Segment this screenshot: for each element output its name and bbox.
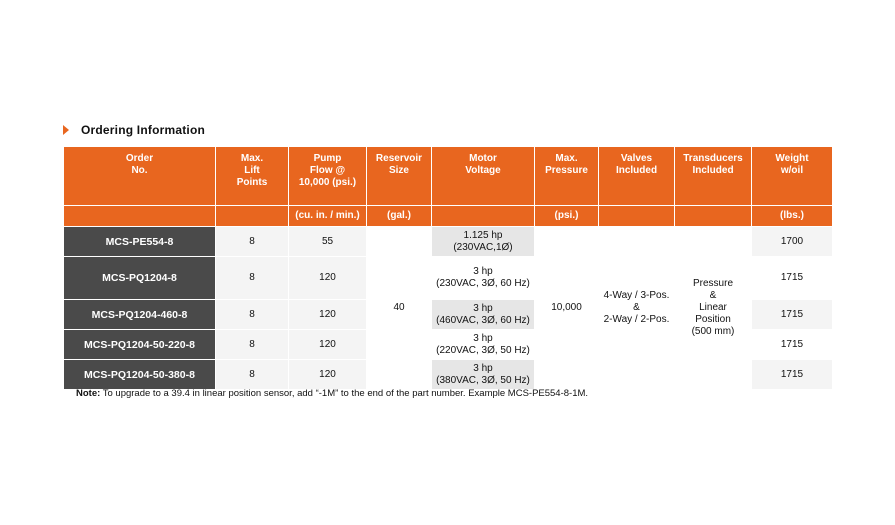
- units-weight: (lbs.): [752, 206, 833, 227]
- section-header: [63, 121, 205, 139]
- lift-points: 8: [216, 360, 289, 390]
- header-motor-voltage: Motor Voltage: [432, 147, 535, 206]
- header-pump-flow: Pump Flow @ 10,000 (psi.): [289, 147, 367, 206]
- note-text: To upgrade to a 39.4 in linear position sensor, add “-1M” to the end of the part number. Example MCS-PE554-8-1M.: [100, 388, 589, 399]
- pump-flow: 55: [289, 227, 367, 257]
- part-number: MCS-PQ1204-8: [64, 257, 216, 300]
- table-row: [64, 227, 833, 257]
- pump-flow: 120: [289, 300, 367, 330]
- motor-voltage: 1.125 hp (230VAC,1Ø): [432, 227, 535, 257]
- ordering-table: [63, 146, 833, 390]
- weight: 1715: [752, 257, 833, 300]
- units-lift: [216, 206, 289, 227]
- part-number: MCS-PQ1204-460-8: [64, 300, 216, 330]
- lift-points: 8: [216, 300, 289, 330]
- units-pump: (cu. in. / min.): [289, 206, 367, 227]
- weight: 1700: [752, 227, 833, 257]
- units-reservoir: (gal.): [367, 206, 432, 227]
- units-motor: [432, 206, 535, 227]
- header-max-lift-points: Max. Lift Points: [216, 147, 289, 206]
- max-pressure: 10,000: [535, 227, 599, 390]
- pump-flow: 120: [289, 360, 367, 390]
- transducers-included: Pressure & Linear Position (500 mm): [675, 227, 752, 390]
- header-transducers-included: Transducers Included: [675, 147, 752, 206]
- valves-included: 4-Way / 3-Pos. & 2-Way / 2-Pos.: [599, 227, 675, 390]
- reservoir-size: 40: [367, 227, 432, 390]
- section-title: Ordering Information: [81, 123, 205, 137]
- part-number: MCS-PQ1204-50-220-8: [64, 330, 216, 360]
- lift-points: 8: [216, 257, 289, 300]
- footnote: [76, 388, 588, 399]
- header-reservoir-size: Reservoir Size: [367, 147, 432, 206]
- motor-voltage: 3 hp (220VAC, 3Ø, 50 Hz): [432, 330, 535, 360]
- weight: 1715: [752, 360, 833, 390]
- header-max-pressure: Max. Pressure: [535, 147, 599, 206]
- motor-voltage: 3 hp (230VAC, 3Ø, 60 Hz): [432, 257, 535, 300]
- weight: 1715: [752, 300, 833, 330]
- header-valves-included: Valves Included: [599, 147, 675, 206]
- pump-flow: 120: [289, 330, 367, 360]
- lift-points: 8: [216, 330, 289, 360]
- pump-flow: 120: [289, 257, 367, 300]
- part-number: MCS-PQ1204-50-380-8: [64, 360, 216, 390]
- header-order-no: Order No.: [64, 147, 216, 206]
- units-transducers: [675, 206, 752, 227]
- header-weight: Weight w/oil: [752, 147, 833, 206]
- units-valves: [599, 206, 675, 227]
- units-order: [64, 206, 216, 227]
- weight: 1715: [752, 330, 833, 360]
- motor-voltage: 3 hp (460VAC, 3Ø, 60 Hz): [432, 300, 535, 330]
- note-label: Note:: [76, 388, 101, 399]
- units-pressure: (psi.): [535, 206, 599, 227]
- lift-points: 8: [216, 227, 289, 257]
- part-number: MCS-PE554-8: [64, 227, 216, 257]
- motor-voltage: 3 hp (380VAC, 3Ø, 50 Hz): [432, 360, 535, 390]
- triangle-bullet-icon: [63, 125, 69, 135]
